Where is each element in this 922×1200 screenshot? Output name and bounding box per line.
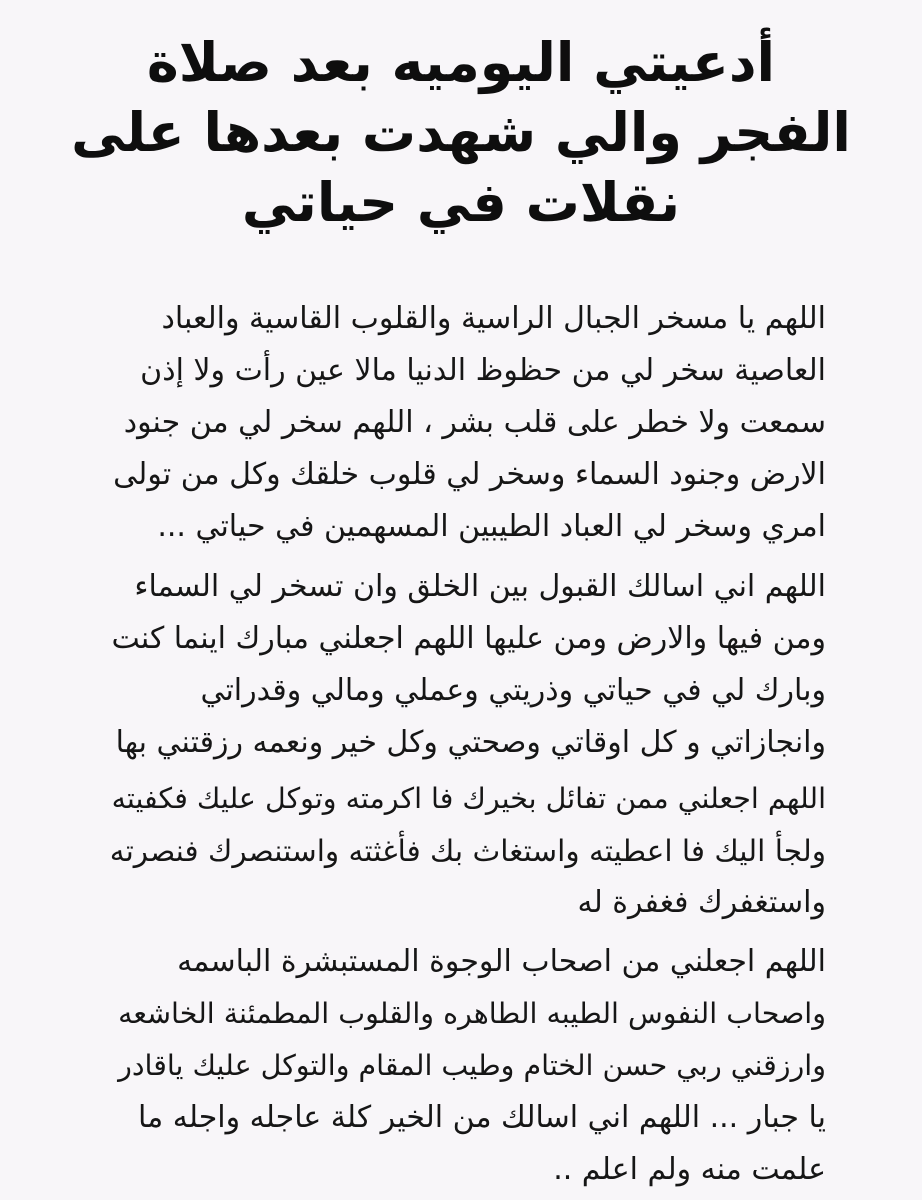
title-line: أدعيتي اليوميه بعد صلاة bbox=[146, 31, 776, 94]
paragraph-line: وارزقني ربي حسن الختام وطيب المقام والتوكل عليك ياقادر bbox=[118, 1049, 826, 1082]
paragraph-line: سمعت ولا خطر على قلب بشر ، اللهم سخر لي من جنود bbox=[123, 405, 826, 440]
title-line: نقلات في حياتي bbox=[241, 171, 681, 234]
paragraph-line: واستغفرك فغفرة له bbox=[577, 885, 826, 920]
paragraph-line: اللهم اجعلني ممن تفائل بخيرك فا اكرمته وتوكل عليك فكفيته bbox=[111, 782, 826, 815]
paragraph-line: اللهم اني اسالك القبول بين الخلق وان تسخر لي السماء bbox=[134, 569, 826, 604]
prayer-paragraph-3 bbox=[108, 773, 826, 929]
prayer-paragraph-1 bbox=[108, 293, 826, 553]
paragraph-line: وانجازاتي و كل اوقاتي وصحتي وكل خير ونعمه رزقتني بها bbox=[115, 725, 826, 760]
paragraph-line: ومن فيها والارض ومن عليها اللهم اجعلني مبارك اينما كنت bbox=[111, 621, 826, 656]
paragraph-line: ولجأ اليك فا اعطيته واستغاث بك فأغثته واستنصرك فنصرته bbox=[109, 834, 826, 868]
paragraph-line: وبارك لي في حياتي وذريتي وعملي ومالي وقدراتي bbox=[200, 673, 826, 708]
paragraph-line: واصحاب النفوس الطيبه الطاهره والقلوب المطمئنة الخاشعه bbox=[118, 997, 826, 1030]
prayer-paragraph-2 bbox=[108, 561, 826, 769]
paragraph-line: اللهم يا مسخر الجبال الراسية والقلوب القاسية والعباد bbox=[161, 301, 826, 336]
paragraph-line: اللهم اجعلني من اصحاب الوجوة المستبشرة الباسمه bbox=[177, 944, 826, 979]
paragraph-line: العاصية سخر لي من حظوظ الدنيا مالا عين رأت ولا إذن bbox=[140, 353, 826, 388]
document-title bbox=[70, 28, 852, 238]
paragraph-line: الارض وجنود السماء وسخر لي قلوب خلقك وكل من تولى bbox=[113, 457, 826, 492]
paragraph-line: امري وسخر لي العباد الطيبين المسهمين في حياتي ... bbox=[157, 509, 826, 544]
paragraph-line: علمت منه ولم اعلم .. bbox=[553, 1152, 826, 1187]
paragraph-line: يا جبار ... اللهم اني اسالك من الخير كلة عاجله واجله ما bbox=[138, 1100, 826, 1135]
prayer-paragraph-4 bbox=[108, 936, 826, 1196]
title-line: الفجر والي شهدت بعدها على bbox=[71, 101, 851, 164]
